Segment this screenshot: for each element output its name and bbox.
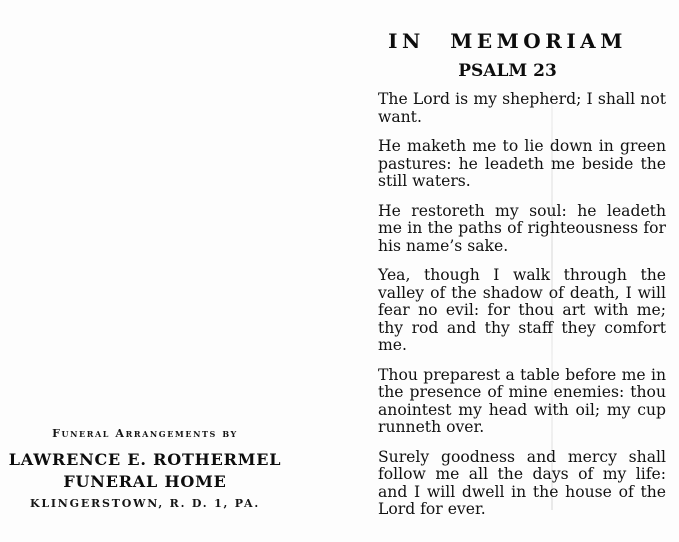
psalm-verse-4: Yea, though I walk through the valley of the shadow of death, I will fear no evil: for thou art with me; thy rod and thy staff they comfort me. xyxy=(378,266,666,354)
funeral-home-subtitle: FUNERAL HOME xyxy=(63,472,227,491)
funeral-home-panel xyxy=(0,0,330,542)
funeral-home-address: KLINGERSTOWN, R. D. 1, PA. xyxy=(29,497,261,510)
psalm-text xyxy=(378,91,666,531)
memoriam-title: IN MEMORIAM xyxy=(388,29,627,53)
psalm-verse-5: Thou preparest a table before me in the presence of mine enemies: thou anointest my head with oil; my cup runneth over. xyxy=(378,365,666,436)
psalm-verse-3: He restoreth my soul: he leadeth me in the paths of righteousness for his name’s sake. xyxy=(378,201,666,255)
psalm-verse-1: The Lord is my shepherd; I shall not want. xyxy=(378,90,666,126)
psalm-verse-2: He maketh me to lie down in green pastures: he leadeth me beside the still waters. xyxy=(378,137,666,190)
psalm-verse-6: Surely goodness and mercy shall follow me all the days of my life: and I will dwell in the house of the Lord for ever. xyxy=(378,447,666,518)
funeral-home-name: LAWRENCE E. ROTHERMEL xyxy=(8,450,282,469)
psalm-title: PSALM 23 xyxy=(458,61,557,81)
arrangements-label: Funeral Arrangements by xyxy=(52,427,238,440)
